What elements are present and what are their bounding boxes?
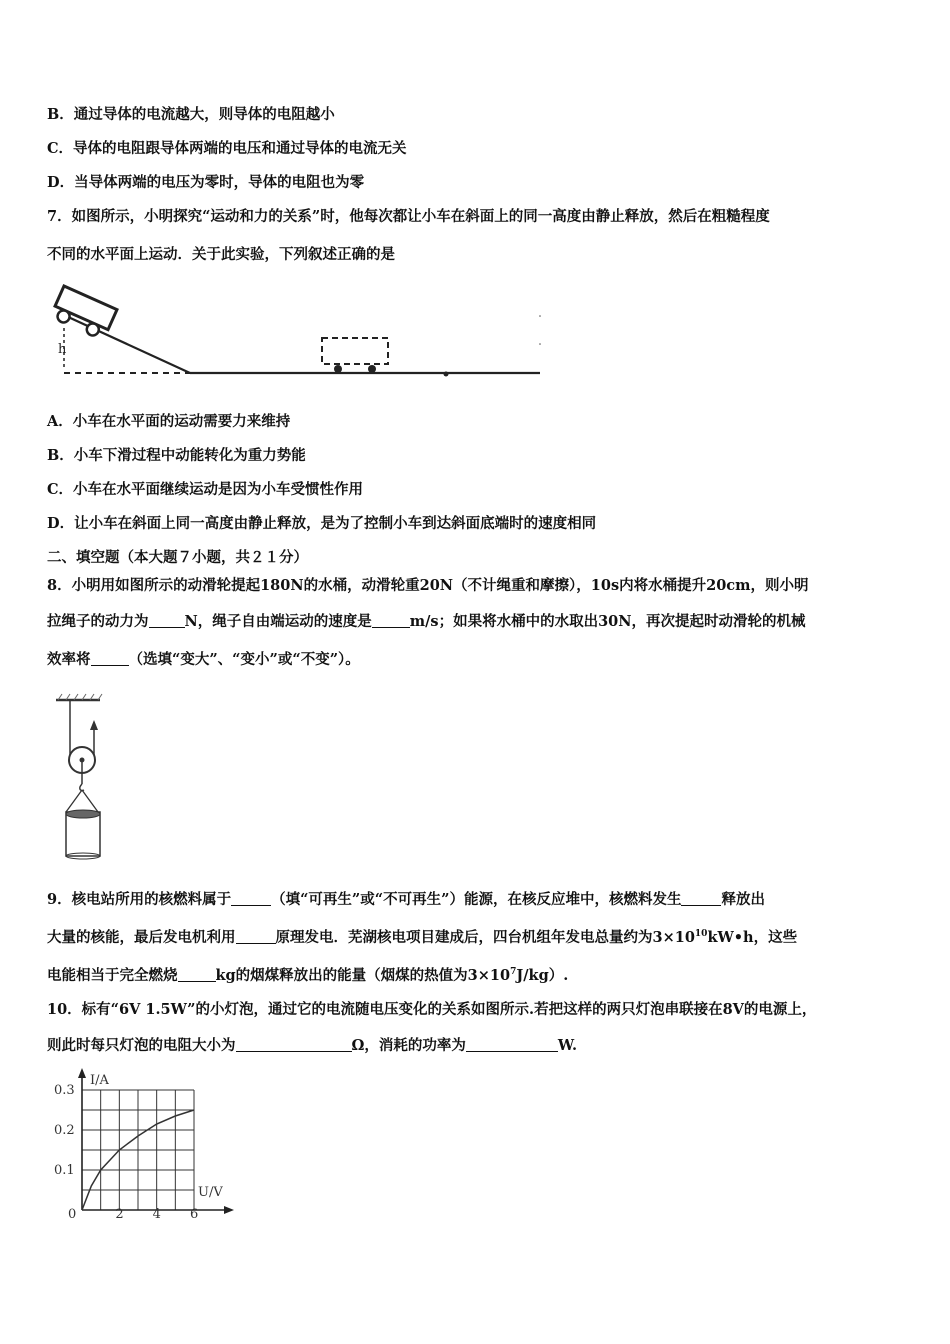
iu-chart xyxy=(48,1066,238,1226)
answer-blank[interactable] xyxy=(236,1037,352,1053)
q8-line2 xyxy=(47,610,806,631)
q9-line2-part3: kW•h，这些 xyxy=(707,929,798,946)
q7-incline-figure xyxy=(50,278,550,383)
q8-line3-part2: （选填“变大”、“变小”或“不变”）。 xyxy=(128,651,360,668)
q6-option-b: B．通过导体的电流越大，则导体的电阻越小 xyxy=(47,106,335,123)
answer-blank[interactable] xyxy=(231,891,271,907)
q8-line2-part3: m/s；如果将水桶中的水取出30N，再次提起时动滑轮的机械 xyxy=(409,613,806,630)
x-axis-label: U/V xyxy=(198,1185,223,1200)
q7-option-d: D．让小车在斜面上同一高度由静止释放，是为了控制小车到达斜面底端时的速度相同 xyxy=(47,515,597,532)
q8-line3-part1: 效率将 xyxy=(47,651,91,668)
y-axis-label: I/A xyxy=(90,1073,109,1088)
q7-stem-line1: 7．如图所示，小明探究“运动和力的关系”时，他每次都让小车在斜面上的同一高度由静止释放，然后在粗糙程度 xyxy=(47,208,770,225)
q8-line2-part2: N，绳子自由端运动的速度是 xyxy=(184,613,372,630)
cart-on-ground xyxy=(322,338,388,373)
q9-line3 xyxy=(47,964,568,985)
cart-on-incline xyxy=(50,286,117,341)
q9-exponent: 7 xyxy=(510,967,517,977)
y-tick-label: 0.2 xyxy=(54,1123,75,1138)
q10-line2 xyxy=(47,1034,577,1055)
q6-option-c: C．导体的电阻跟导体两端的电压和通过导体的电流无关 xyxy=(47,140,407,157)
q8-line3 xyxy=(47,648,360,669)
answer-blank[interactable] xyxy=(178,967,216,983)
x-axis-arrow xyxy=(224,1206,234,1214)
q9-line1-part3: 释放出 xyxy=(721,891,765,908)
y-axis-arrow xyxy=(78,1068,86,1078)
q9-line1-part2: （填“可再生”或“不可再生”）能源，在核反应堆中，核燃料发生 xyxy=(271,891,682,908)
q10-line2-part3: W. xyxy=(557,1037,577,1054)
q9-line3-part2: kg的烟煤释放出的能量（烟煤的热值为3×10 xyxy=(215,967,511,984)
q9-line2-part1: 大量的核能，最后发电机利用 xyxy=(47,929,236,946)
q9-line1 xyxy=(47,888,765,909)
x-tick-label: 6 xyxy=(190,1207,199,1222)
answer-blank[interactable] xyxy=(149,613,185,629)
q7-option-c: C．小车在水平面继续运动是因为小车受惯性作用 xyxy=(47,481,364,498)
answer-blank[interactable] xyxy=(681,891,721,907)
q9-line2 xyxy=(47,926,797,947)
q7-option-a: A．小车在水平面的运动需要力来维持 xyxy=(47,413,291,430)
q7-option-b: B．小车下滑过程中动能转化为重力势能 xyxy=(47,447,306,464)
q8-line1: 8．小明用如图所示的动滑轮提起180N的水桶，动滑轮重20N（不计绳重和摩擦），10s内将水桶提升20cm，则小明 xyxy=(47,577,809,594)
q8-pulley-figure xyxy=(50,692,130,862)
y-tick-label: 0.1 xyxy=(54,1163,75,1178)
q9-exponent: 10 xyxy=(694,929,708,939)
q7-stem-line2: 不同的水平面上运动．关于此实验，下列叙述正确的是 xyxy=(47,246,395,263)
q9-line3-part1: 电能相当于完全燃烧 xyxy=(47,967,178,984)
q9-line3-part3: J/kg）. xyxy=(516,967,569,984)
x-tick-label: 4 xyxy=(152,1207,161,1222)
answer-blank[interactable] xyxy=(466,1037,558,1053)
x-tick-label: 2 xyxy=(115,1207,124,1222)
answer-blank[interactable] xyxy=(91,651,129,667)
y-tick-label: 0.3 xyxy=(54,1083,75,1098)
section-heading: 二、填空题（本大题７小题，共２１分） xyxy=(47,549,308,566)
q8-line2-part1: 拉绳子的动力为 xyxy=(47,613,149,630)
answer-blank[interactable] xyxy=(236,929,276,945)
q10-line2-part2: Ω，消耗的功率为 xyxy=(351,1037,466,1054)
origin-label: 0 xyxy=(68,1207,77,1222)
q9-line2-part2: 原理发电．芜湖核电项目建成后，四台机组年发电总量约为3×10 xyxy=(275,929,695,946)
height-label: h xyxy=(58,342,67,357)
answer-blank[interactable] xyxy=(372,613,410,629)
q9-line1-part1: 9．核电站所用的核燃料属于 xyxy=(47,891,232,908)
q10-line2-part1: 则此时每只灯泡的电阻大小为 xyxy=(47,1037,236,1054)
q10-line1: 10．标有“6V 1.5W”的小灯泡，通过它的电流随电压变化的关系如图所示.若把这样的两只灯泡串联接在8V的电源上， xyxy=(47,1001,817,1018)
q6-option-d: D．当导体两端的电压为零时，导体的电阻也为零 xyxy=(47,174,365,191)
